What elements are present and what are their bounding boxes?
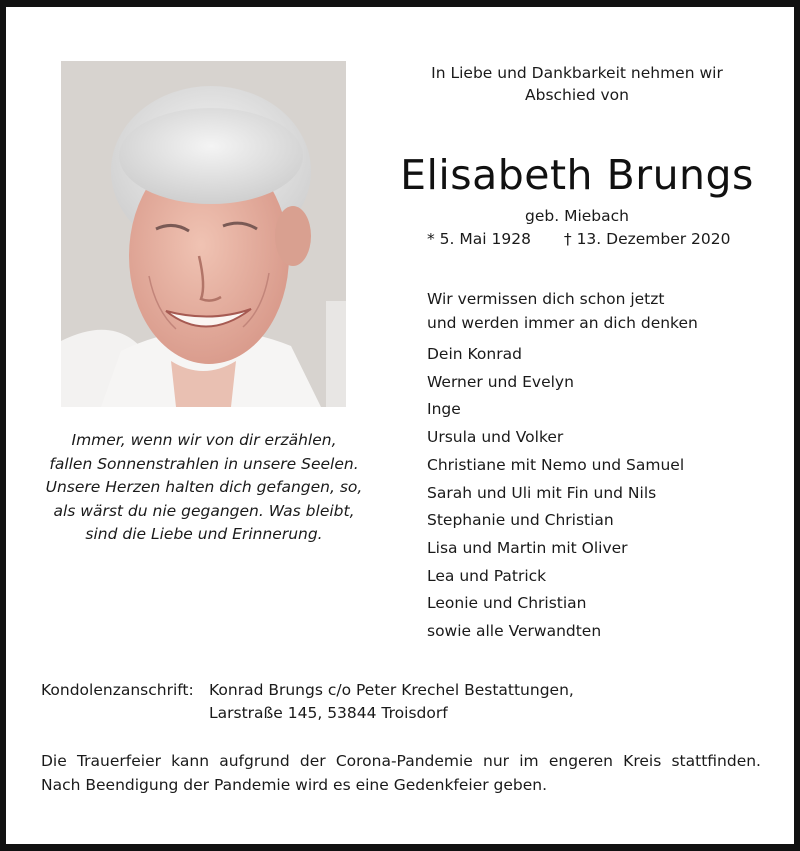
- birth-date: * 5. Mai 1928: [427, 230, 531, 248]
- mourner-entry: Inge: [427, 400, 461, 419]
- mourner-entry: Dein Konrad: [427, 345, 522, 363]
- deceased-name: Elisabeth Brungs: [400, 151, 754, 199]
- mourner-entry: Lea und Patrick: [427, 566, 547, 585]
- mourners-list: [427, 341, 767, 646]
- birth-name: geb. Miebach: [525, 207, 629, 225]
- mourner-entry: Werner und Evelyn: [427, 372, 574, 391]
- memorial-poem: [36, 429, 372, 547]
- poem-line: fallen Sonnenstrahlen in unsere Seelen.: [49, 454, 359, 473]
- funeral-notice: [41, 749, 761, 797]
- remembrance-line: und werden immer an dich denken: [427, 314, 698, 332]
- notice-line: Nach Beendigung der Pandemie wird es eine Gedenkfeier geben.: [41, 776, 548, 794]
- remembrance-line: Wir vermissen dich schon jetzt: [427, 290, 665, 308]
- poem-line: Unsere Herzen halten dich gefangen, so,: [45, 478, 363, 496]
- mourner-entry: Stephanie und Christian: [427, 511, 614, 530]
- poem-line: Immer, wenn wir von dir erzählen,: [71, 431, 337, 449]
- remembrance-text: [427, 287, 767, 335]
- intro-line: In Liebe und Dankbarkeit nehmen wir: [431, 64, 723, 82]
- mourner-entry: Leonie und Christian: [427, 594, 587, 613]
- condolence-address-lines: [209, 679, 574, 725]
- intro-text: [400, 62, 754, 106]
- intro-line: Abschied von: [525, 86, 629, 104]
- portrait-image: [61, 61, 346, 407]
- mourner-entry: Lisa und Martin mit Oliver: [427, 538, 628, 557]
- poem-line: als wärst du nie gegangen. Was bleibt,: [53, 501, 355, 520]
- death-date: † 13. Dezember 2020: [563, 230, 731, 248]
- mourner-entry: Christiane mit Nemo und Samuel: [427, 455, 685, 474]
- poem-line: sind die Liebe und Erinnerung.: [85, 525, 323, 543]
- address-line: Larstraße 145, 53844 Troisdorf: [209, 704, 448, 722]
- mourner-entry: Ursula und Volker: [427, 428, 564, 447]
- life-dates: [427, 228, 767, 250]
- address-line: Konrad Brungs c/o Peter Krechel Bestattungen,: [209, 681, 574, 699]
- notice-line: Die Trauerfeier kann aufgrund der Corona-Pandemie nur im engeren Kreis stattfinden.: [41, 752, 761, 770]
- mourner-entry: Sarah und Uli mit Fin und Nils: [427, 483, 657, 502]
- portrait-photo: [61, 61, 346, 407]
- mourner-entry: sowie alle Verwandten: [427, 622, 602, 641]
- condolence-label: Kondolenzanschrift:: [41, 681, 194, 699]
